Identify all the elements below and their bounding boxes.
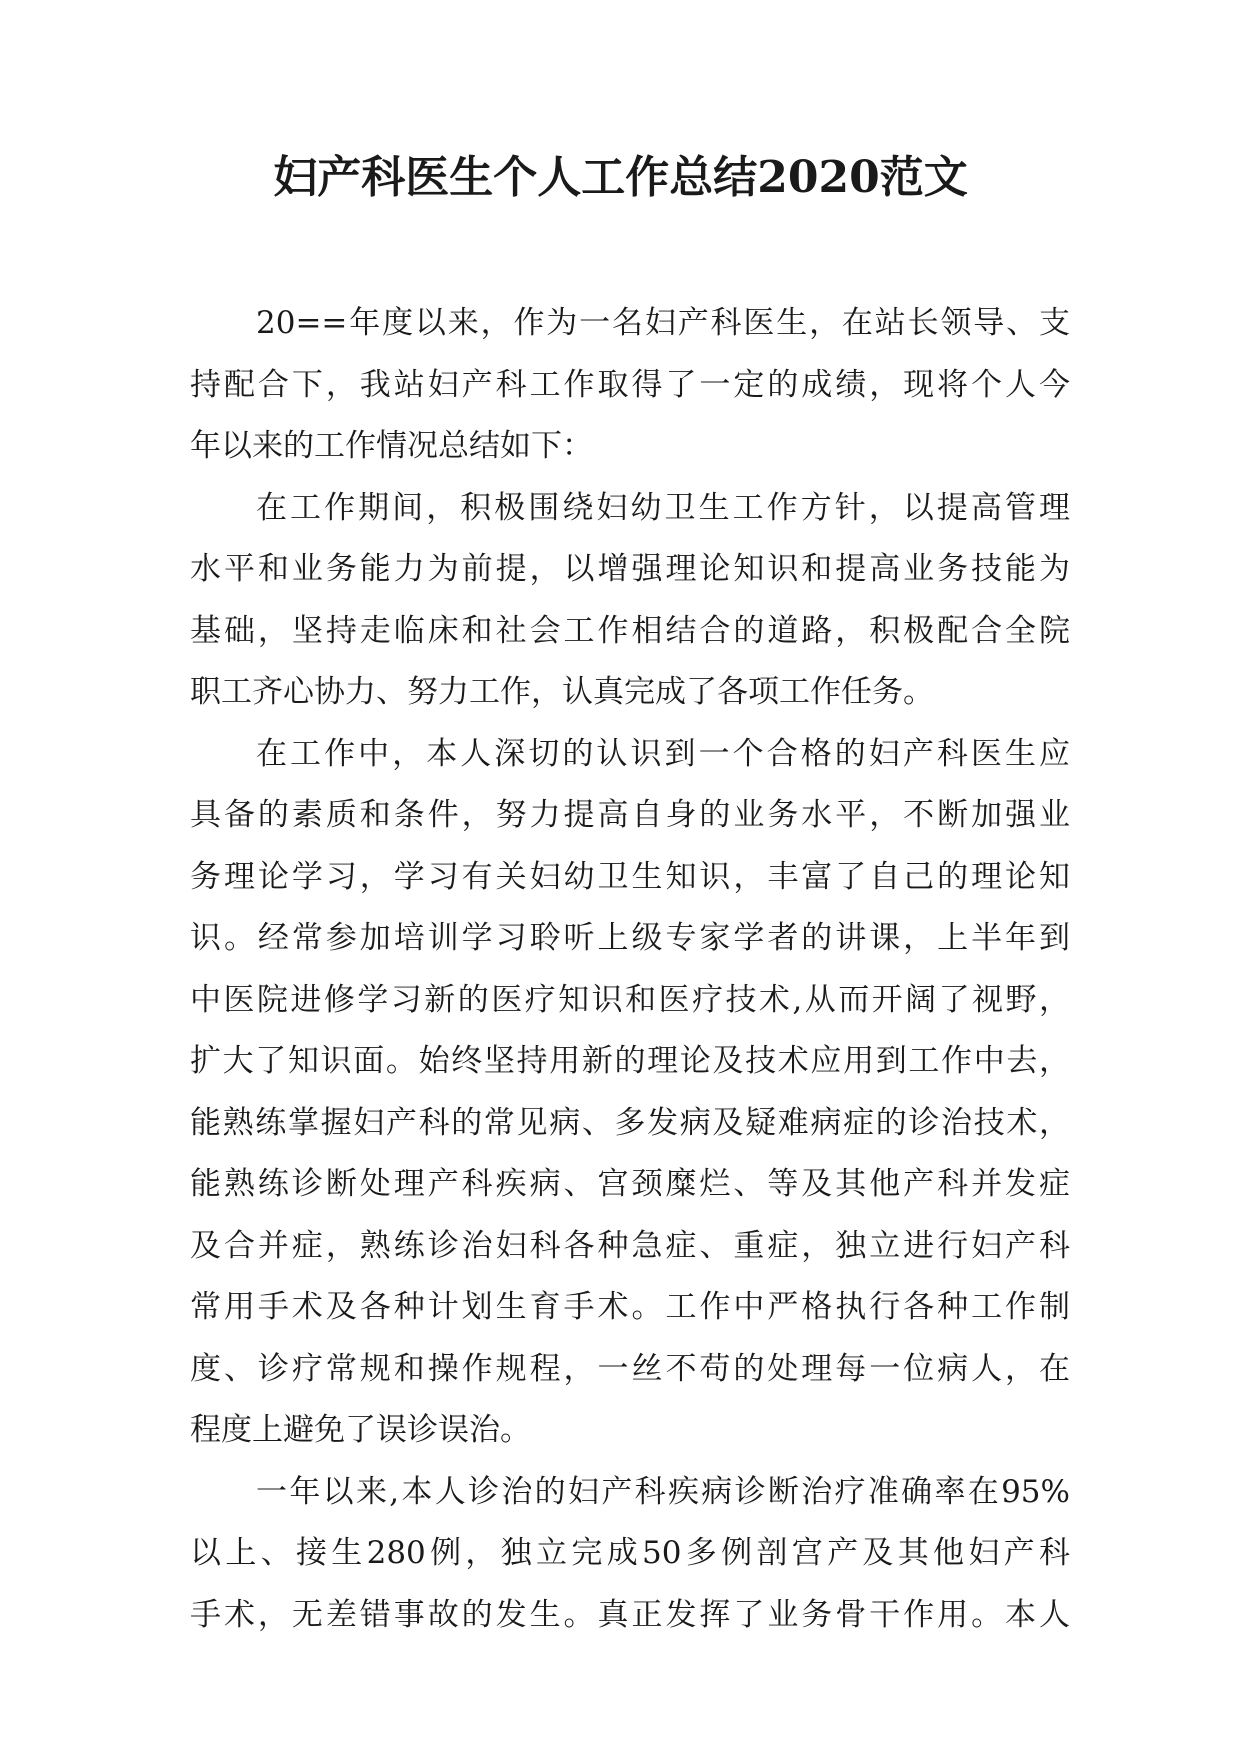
paragraph-3-line-10: 常用手术及各种计划生育手术。工作中严格执行各种工作制: [190, 1289, 1070, 1325]
paragraph-3-line-8: 能熟练诊断处理产科疾病、宫颈糜烂、等及其他产科并发症: [190, 1166, 1070, 1202]
paragraph-1-line-3: 年以来的工作情况总结如下：: [190, 428, 593, 464]
paragraph-3-line-5: 中医院进修学习新的医疗知识和医疗技术,从而开阔了视野，: [190, 981, 1070, 1018]
paragraph-3-line-4: 识。经常参加培训学习聆听上级专家学者的讲课，上半年到: [190, 920, 1070, 956]
document-title: 妇产科医生个人工作总结2020范文: [273, 152, 968, 203]
paragraph-3-line-12: 程度上避免了误诊误治。: [190, 1412, 531, 1448]
paragraph-2-line-2: 水平和业务能力为前提，以增强理论知识和提高业务技能为: [190, 551, 1070, 587]
paragraph-4-line-1: 一年以来,本人诊治的妇产科疾病诊断治疗准确率在95%: [256, 1473, 1070, 1510]
paragraph-2-line-3: 基础，坚持走临床和社会工作相结合的道路，积极配合全院: [190, 612, 1070, 649]
paragraph-3-line-3: 务理论学习，学习有关妇幼卫生知识，丰富了自己的理论知: [190, 858, 1070, 895]
paragraph-4-line-2: 以上、接生280例，独立完成50多例剖宫产及其他妇产科: [190, 1535, 1070, 1571]
paragraph-1-line-2: 持配合下，我站妇产科工作取得了一定的成绩，现将个人今: [190, 366, 1070, 403]
paragraph-2-line-4: 职工齐心协力、努力工作，认真完成了各项工作任务。: [190, 674, 934, 710]
paragraph-4-line-3: 手术，无差错事故的发生。真正发挥了业务骨干作用。本人: [190, 1596, 1070, 1633]
paragraph-2-line-1: 在工作期间，积极围绕妇幼卫生工作方针，以提高管理: [256, 489, 1070, 526]
paragraph-3-line-2: 具备的素质和条件，努力提高自身的业务水平，不断加强业: [190, 797, 1070, 833]
document-body: [190, 293, 1070, 1646]
paragraph-3-line-7: 能熟练掌握妇产科的常见病、多发病及疑难病症的诊治技术，: [190, 1104, 1070, 1141]
paragraph-3-line-1: 在工作中，本人深切的认识到一个合格的妇产科医生应: [256, 735, 1070, 772]
paragraph-1-line-1: 20==年度以来，作为一名妇产科医生，在站长领导、支: [256, 305, 1070, 341]
paragraph-3-line-6: 扩大了知识面。始终坚持用新的理论及技术应用到工作中去，: [190, 1043, 1070, 1079]
paragraph-3-line-9: 及合并症，熟练诊治妇科各种急症、重症，独立进行妇产科: [190, 1227, 1070, 1264]
paragraph-3-line-11: 度、诊疗常规和操作规程，一丝不苟的处理每一位病人，在: [190, 1350, 1070, 1387]
